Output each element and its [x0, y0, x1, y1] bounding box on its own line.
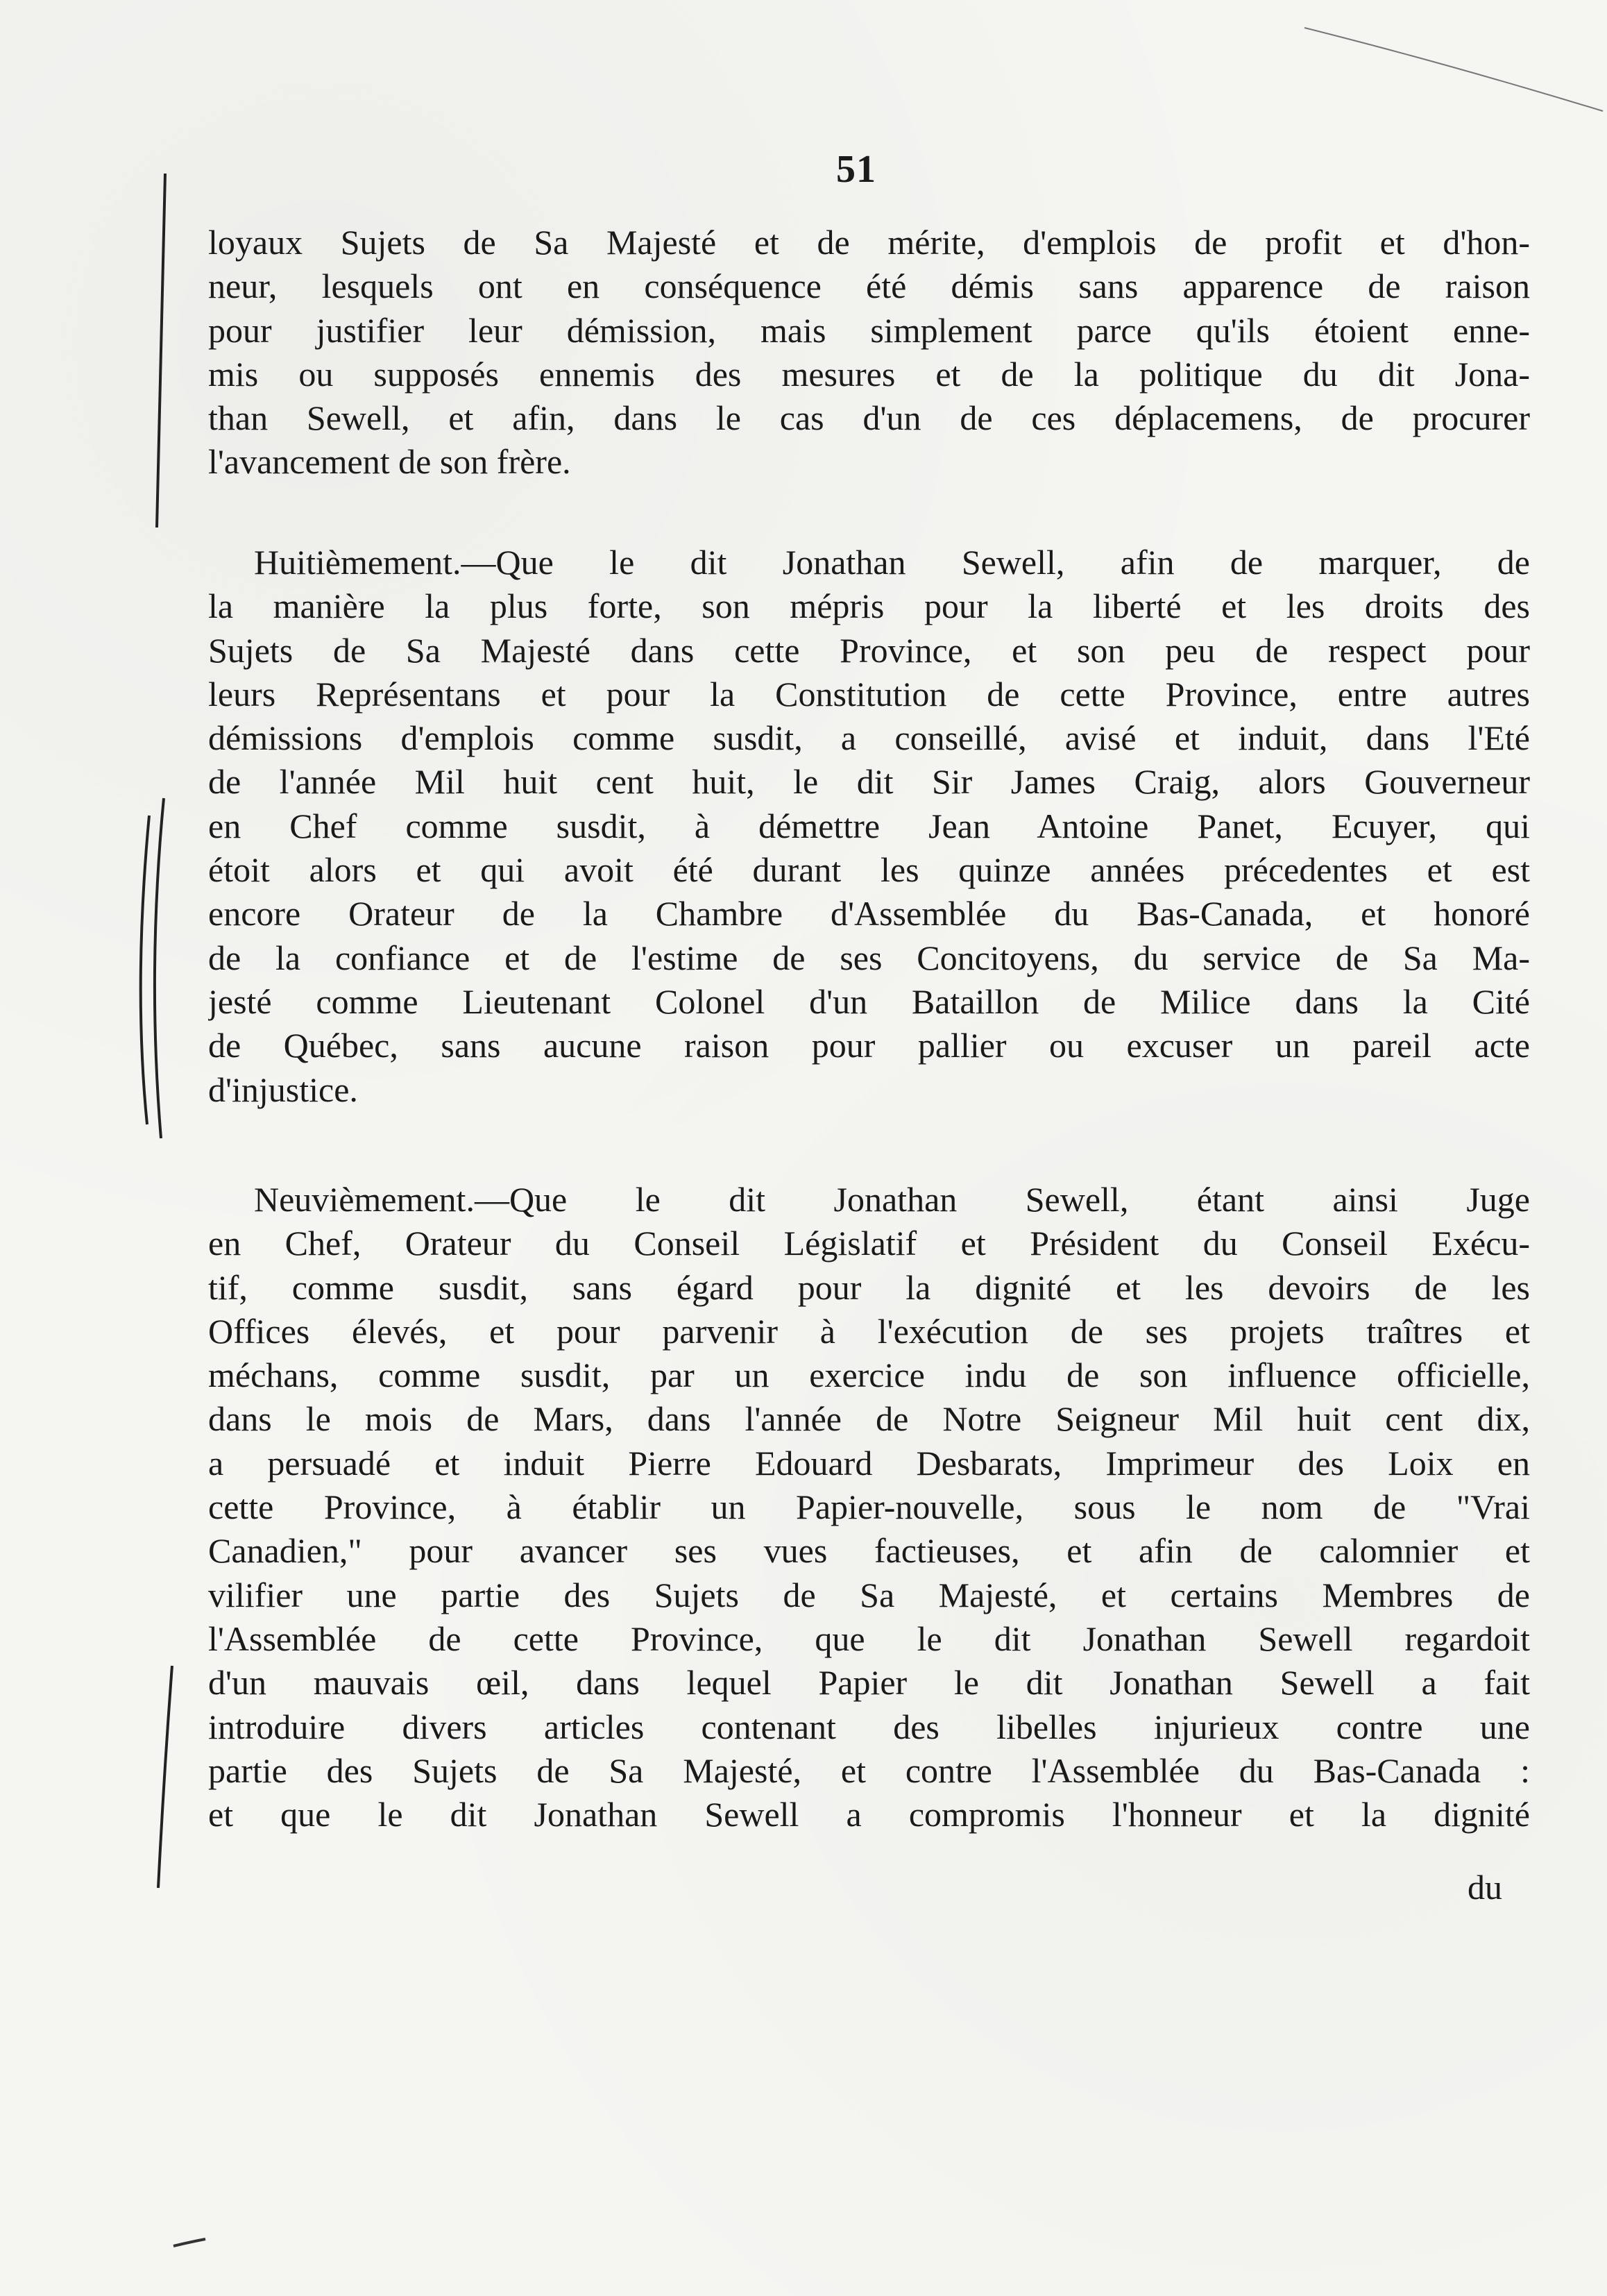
text-line: Canadien," pour avancer ses vues factieuses, et afin de calomnier et [208, 1531, 1530, 1571]
paragraph-huitiemement [208, 541, 1530, 1112]
text-line: méchans, comme susdit, par un exercice indu de son influence officielle, [208, 1356, 1530, 1395]
text-line: étoit alors et qui avoit été durant les quinze années précedentes et est [208, 850, 1530, 890]
text-line: neur, lesquels ont en conséquence été démis sans apparence de raison [208, 267, 1530, 306]
text-line: d'un mauvais œil, dans lequel Papier le dit Jonathan Sewell a fait [208, 1663, 1530, 1703]
text-line: de Québec, sans aucune raison pour pallier ou excuser un pareil acte [208, 1026, 1530, 1065]
text-line: la manière la plus forte, son mépris pour la liberté et les droits des [208, 586, 1530, 626]
text-line: de la confiance et de l'estime de ses Concitoyens, du service de Sa Ma- [208, 938, 1530, 977]
text-line: en Chef, Orateur du Conseil Législatif et Président du Conseil Exécu- [208, 1224, 1530, 1263]
paragraph-continuation [208, 221, 1530, 484]
text-line: introduire divers articles contenant des libelles injurieux contre une [208, 1707, 1530, 1746]
paragraph-neuviemement [208, 1178, 1530, 1837]
text-line: pour justifier leur démission, mais simplement parce qu'ils étoient enne- [208, 310, 1530, 350]
text-line: l'Assemblée de cette Province, que le dit Jonathan Sewell regardoit [208, 1619, 1530, 1658]
catchword: du [1468, 1868, 1502, 1907]
text-line: jesté comme Lieutenant Colonel d'un Bataillon de Milice dans la Cité [208, 981, 1530, 1021]
text-line: loyaux Sujets de Sa Majesté et de mérite, d'emplois de profit et d'hon- [208, 223, 1530, 262]
text-line: partie des Sujets de Sa Majesté, et contre l'Assemblée du Bas-Canada : [208, 1750, 1530, 1790]
text-line: de l'année Mil huit cent huit, le dit Sir James Craig, alors Gouverneur [208, 762, 1530, 802]
text-line: Neuvièmement.—Que le dit Jonathan Sewell, étant ainsi Juge [254, 1180, 1530, 1219]
text-line: tif, comme susdit, sans égard pour la dignité et les devoirs de les [208, 1267, 1530, 1307]
text-line: dans le mois de Mars, dans l'année de Notre Seigneur Mil huit cent dix, [208, 1399, 1530, 1439]
text-line: a persuadé et induit Pierre Edouard Desbarats, Imprimeur des Loix en [208, 1443, 1530, 1483]
text-line: leurs Représentans et pour la Constitution de cette Province, entre autres [208, 674, 1530, 714]
text-line: encore Orateur de la Chambre d'Assemblée du Bas-Canada, et honoré [208, 894, 1530, 934]
text-line: cette Province, à établir un Papier-nouvelle, sous le nom de "Vrai [208, 1487, 1530, 1527]
page-number: 51 [836, 148, 876, 191]
text-line: Offices élevés, et pour parvenir à l'exécution de ses projets traîtres et [208, 1311, 1530, 1351]
text-line: vilifier une partie des Sujets de Sa Majesté, et certains Membres de [208, 1575, 1530, 1614]
text-line: mis ou supposés ennemis des mesures et de la politique du dit Jona- [208, 354, 1530, 394]
text-line: en Chef comme susdit, à démettre Jean Antoine Panet, Ecuyer, qui [208, 806, 1530, 845]
text-line: d'injustice. [208, 1070, 358, 1109]
text-line: démissions d'emplois comme susdit, a conseillé, avisé et induit, dans l'Eté [208, 718, 1530, 758]
text-line: l'avancement de son frère. [208, 442, 571, 482]
text-line: than Sewell, et afin, dans le cas d'un de ces déplacemens, de procurer [208, 398, 1530, 438]
text-line: et que le dit Jonathan Sewell a compromis l'honneur et la dignité [208, 1795, 1530, 1834]
text-line: Huitièmement.—Que le dit Jonathan Sewell, afin de marquer, de [254, 543, 1530, 582]
text-line: Sujets de Sa Majesté dans cette Province, et son peu de respect pour [208, 630, 1530, 670]
